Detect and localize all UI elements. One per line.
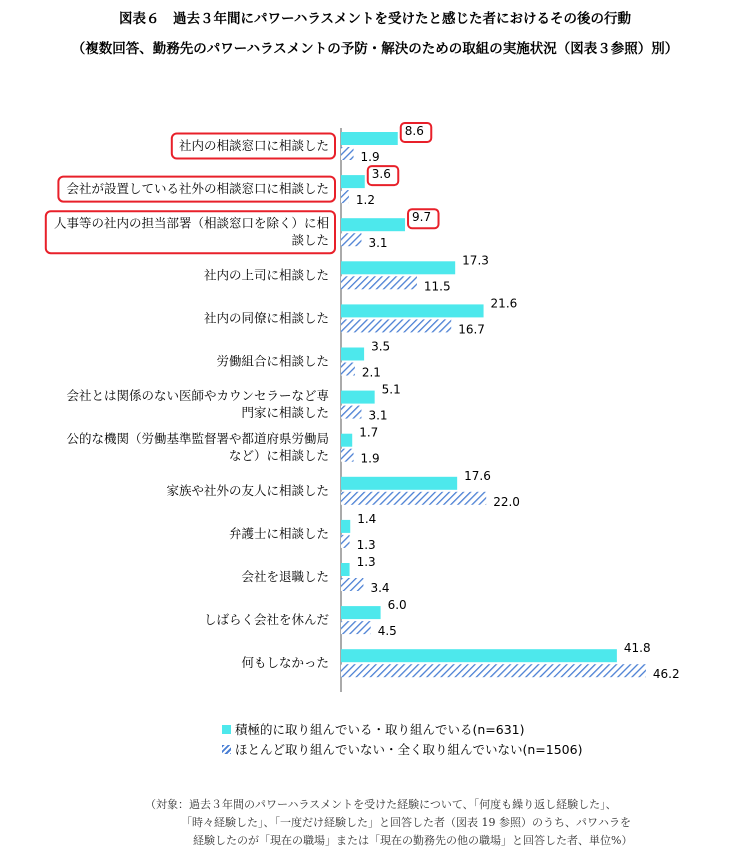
data-label: 2.1 <box>361 365 381 380</box>
bar-series1 <box>341 606 381 619</box>
category-label: 会社を退職した <box>241 569 329 584</box>
bar-series2 <box>341 621 371 634</box>
data-label: 22.0 <box>493 494 520 509</box>
data-label: 1.2 <box>355 193 376 208</box>
bar-series2 <box>341 535 350 548</box>
category-label: 談した <box>291 232 329 248</box>
category-label: 門家に相談した <box>241 405 329 421</box>
category-label: 人事等の社内の担当部署（相談窓口を除く）に相 <box>53 215 329 231</box>
footnote-line-2: 「時々経験した」、「一度だけ経験した」と回答した者（図表 19 参照）のうち、パワハラを <box>181 816 631 829</box>
data-label: 3.6 <box>371 167 391 182</box>
bar-series2 <box>341 319 451 332</box>
data-label: 41.8 <box>623 641 651 656</box>
data-label: 17.3 <box>462 253 489 268</box>
bar-series1 <box>341 261 455 274</box>
footnote-line-3: 経験したのが「現在の職場」または「現在の勤務先の他の職場」と回答した者、単位%） <box>193 834 633 847</box>
category-label: 会社が設置している社外の相談窓口に相談した <box>66 181 329 197</box>
data-label: 3.4 <box>370 581 390 595</box>
bar-series1 <box>341 175 365 188</box>
data-label: 1.4 <box>357 511 377 526</box>
bar-series2 <box>341 664 646 677</box>
category-label: など）に相談した <box>228 448 329 464</box>
chart-subtitle: （複数回答、勤務先のパワーハラスメントの予防・解決のための取組の実施状況（図表３参照）別） <box>71 41 679 57</box>
bar-series1 <box>341 304 484 317</box>
category-label: 何もしなかった <box>241 655 329 671</box>
bar-series1 <box>341 132 398 145</box>
data-label: 1.9 <box>360 451 380 466</box>
data-label: 3.5 <box>371 339 391 354</box>
bar-series2 <box>341 492 486 505</box>
category-label: 社内の上司に相談した <box>203 267 329 283</box>
data-label: 16.7 <box>458 322 485 337</box>
category-label: しばらく会社を休んだ <box>203 612 329 628</box>
bar-series1 <box>341 563 350 576</box>
category-label: 会社とは関係のない医師やカウンセラーなど専 <box>66 388 329 404</box>
bar-series2 <box>341 578 363 591</box>
data-label: 21.6 <box>490 296 518 311</box>
bar-series1 <box>341 649 617 662</box>
data-label: 1.3 <box>356 537 376 552</box>
bar-series1 <box>341 218 405 231</box>
legend-label-series1: 積極的に取り組んでいる・取り組んでいる(n=631) <box>235 722 525 737</box>
category-label: 社内の同僚に相談した <box>203 310 329 326</box>
data-label: 11.5 <box>423 279 451 294</box>
bar-series1 <box>341 391 375 404</box>
legend-label-series2: ほとんど取り組んでいない・全く取り組んでいない(n=1506) <box>235 742 583 757</box>
data-label: 3.1 <box>368 408 388 423</box>
bar-series2 <box>341 233 361 246</box>
bar-series2 <box>341 147 354 160</box>
data-label: 8.6 <box>404 124 424 138</box>
bar-series1 <box>341 520 350 533</box>
data-label: 17.6 <box>464 468 491 483</box>
legend-item-series1 <box>222 720 525 738</box>
data-label: 9.7 <box>412 210 432 225</box>
category-label: 家族や社外の友人に相談した <box>166 482 329 498</box>
footnote-line-1: （対象：過去３年間のパワーハラスメントを受けた経験について、「何度も繰り返し経験した」、 <box>145 798 617 811</box>
data-label: 46.2 <box>652 667 680 682</box>
bar-series2 <box>341 276 417 289</box>
data-label: 1.3 <box>356 555 376 569</box>
category-label: 弁護士に相談した <box>228 525 329 541</box>
bar-series1 <box>341 348 364 361</box>
data-label: 4.5 <box>377 624 397 639</box>
category-label: 公的な機関（労働基準監督署や都道府県労働局 <box>66 431 329 447</box>
data-label: 6.0 <box>387 598 407 613</box>
data-label: 1.7 <box>359 425 379 440</box>
data-label: 1.9 <box>360 150 380 164</box>
legend-swatch-hatched <box>222 745 231 754</box>
bar-series1 <box>341 477 457 490</box>
bar-series2 <box>341 406 361 419</box>
bar-series2 <box>341 190 349 203</box>
bar-series2 <box>341 363 355 376</box>
data-label: 3.1 <box>368 236 388 251</box>
chart-title: 図表６ 過去３年間にパワーハラスメントを受けたと感じた者におけるその後の行動 <box>119 11 631 27</box>
data-label: 5.1 <box>381 382 401 397</box>
category-label: 社内の相談窓口に相談した <box>178 138 329 153</box>
bar-series2 <box>341 449 354 462</box>
category-label: 労働組合に相談した <box>216 353 329 369</box>
legend-swatch-solid <box>222 725 231 734</box>
bar-series1 <box>341 434 352 447</box>
legend-item-series2 <box>222 740 582 758</box>
